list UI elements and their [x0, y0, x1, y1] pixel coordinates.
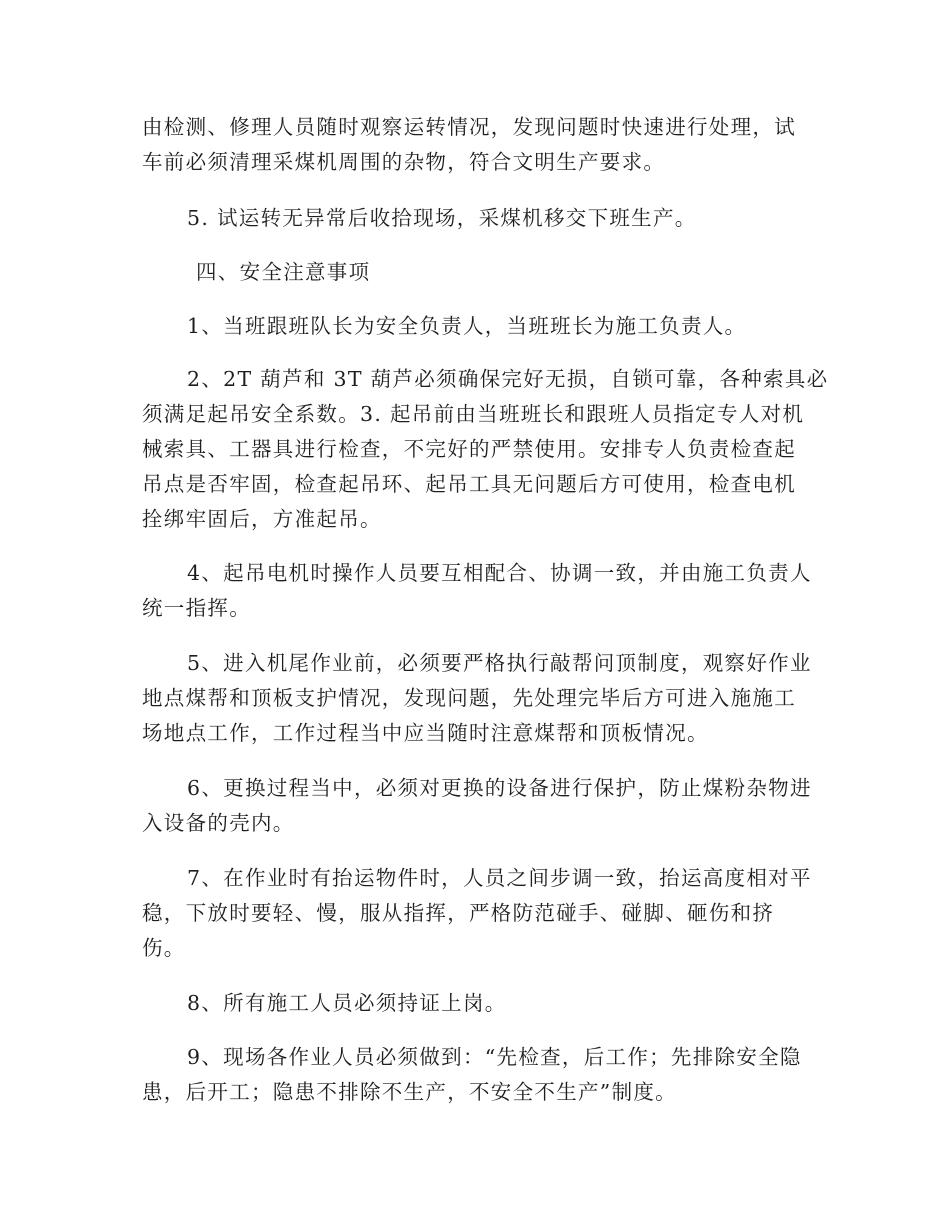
paragraph-line: 吊点是否牢固，检查起吊环、起吊工具无问题后方可使用，检查电机 [142, 472, 796, 496]
paragraph-line: 6、更换过程当中，必须对更换的设备进行保护，防止煤粉杂物进 [187, 776, 812, 800]
paragraph-line: 入设备的壳内。 [142, 811, 295, 835]
paragraph-line: 车前必须清理采煤机周围的杂物，符合文明生产要求。 [142, 150, 666, 174]
paragraph-line: 拴绑牢固后，方准起吊。 [142, 507, 382, 531]
paragraph-line: 地点煤帮和顶板支护情况，发现问题，先处理完毕后方可进入施施工 [142, 686, 796, 710]
paragraph-line: 5、进入机尾作业前，必须要严格执行敲帮问顶制度，观察好作业 [187, 651, 812, 675]
paragraph-line: 患，后开工；隐患不排除不生产，不安全不生产”制度。 [142, 1080, 677, 1104]
paragraph-line: 1、当班跟班队长为安全负责人，当班班长为施工负责人。 [187, 314, 747, 338]
paragraph-line: 8、所有施工人员必须持证上岗。 [187, 991, 507, 1015]
paragraph-line: 场地点工作，工作过程当中应当随时注意煤帮和顶板情况。 [142, 721, 709, 745]
paragraph-line: 9、现场各作业人员必须做到：“先检查，后工作；先排除安全隐 [187, 1045, 802, 1069]
paragraph-line: 须满足起吊安全系数。3. 起吊前由当班班长和跟班人员指定专人对机 [142, 402, 805, 426]
paragraph-line: 械索具、工器具进行检查，不完好的严禁使用。安排专人负责检查起 [142, 437, 796, 461]
paragraph-line: 2、2T 葫芦和 3T 葫芦必须确保完好无损，自锁可靠，各种索具必 [187, 367, 829, 391]
paragraph-line: 7、在作业时有抬运物件时，人员之间步调一致，抬运高度相对平 [187, 866, 812, 890]
section-heading: 四、安全注意事项 [196, 260, 371, 284]
paragraph-line: 统一指挥。 [142, 596, 251, 620]
paragraph-line: 稳，下放时要轻、慢，服从指挥，严格防范碰手、碰脚、砸伤和挤 [142, 901, 775, 925]
paragraph-line: 由检测、修理人员随时观察运转情况，发现问题时快速进行处理，试 [142, 115, 796, 139]
paragraph-line: 4、起吊电机时操作人员要互相配合、协调一致，并由施工负责人 [187, 561, 812, 585]
paragraph-line: 伤。 [142, 936, 186, 960]
paragraph-line: 5. 试运转无异常后收拾现场，采煤机移交下班生产。 [187, 206, 697, 230]
